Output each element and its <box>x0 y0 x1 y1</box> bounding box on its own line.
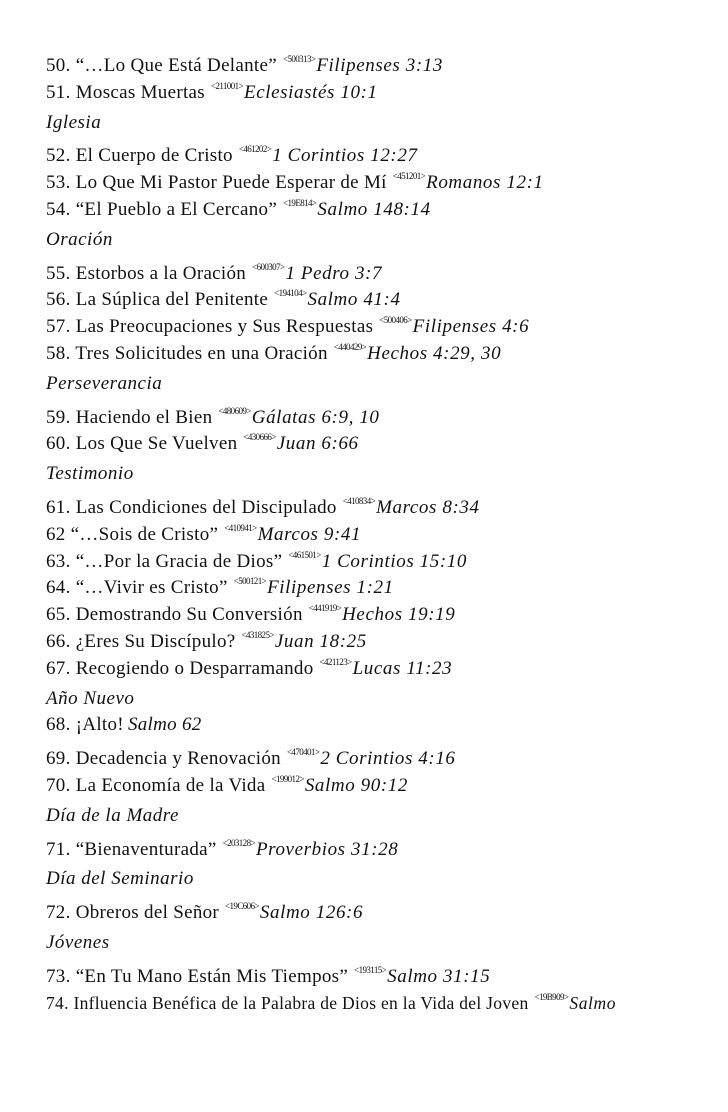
sermon-title: 52. El Cuerpo de Cristo <box>46 145 233 167</box>
sermon-entry <box>46 515 706 545</box>
scripture-code: <461202> <box>238 144 272 155</box>
sermon-entry <box>46 712 706 739</box>
section-heading: Día del Seminario <box>46 868 194 890</box>
document-page <box>46 46 706 1013</box>
section-heading: Año Nuevo <box>46 687 135 709</box>
sermon-index-list <box>46 46 706 1013</box>
scripture-reference: Filipenses 4:6 <box>412 316 530 338</box>
scripture-code: <441919> <box>308 603 342 614</box>
scripture-code: <193115> <box>354 964 387 975</box>
scripture-code: <194104> <box>274 288 307 299</box>
scripture-code: <500313> <box>282 54 316 64</box>
scripture-code: <410941> <box>224 522 257 533</box>
scripture-reference: Hechos 19:19 <box>342 604 456 626</box>
sermon-title: 73. “En Tu Mano Están Mis Tiempos” <box>46 965 349 987</box>
sermon-entry <box>46 649 706 679</box>
scripture-reference: Hechos 4:29, 30 <box>367 342 502 364</box>
scripture-code: <199012> <box>271 773 304 784</box>
sermon-entry <box>46 488 706 518</box>
scripture-reference: Filipenses 3:13 <box>316 55 444 76</box>
sermon-title: 60. Los Que Se Vuelven <box>46 433 238 455</box>
sermon-title: 65. Demostrando Su Conversión <box>46 604 303 626</box>
sermon-title: 68. ¡Alto! <box>46 714 124 736</box>
scripture-reference: Salmo <box>569 992 617 1013</box>
sermon-title: 57. Las Preocupaciones y Sus Respuestas <box>46 316 374 338</box>
scripture-reference: Juan 6:66 <box>276 433 359 455</box>
sermon-title: 61. Las Condiciones del Discipulado <box>46 496 337 518</box>
sermon-entry <box>46 830 706 860</box>
scripture-code: <430666> <box>243 432 276 443</box>
sermon-title: 63. “…Por la Gracia de Dios” <box>46 550 283 572</box>
sermon-entry <box>46 568 706 599</box>
sermon-entry <box>46 136 706 167</box>
sermon-title: 74. Influencia Benéfica de la Palabra de Dios en la Vida del Joven <box>46 992 529 1013</box>
scripture-code: <500406> <box>379 315 412 326</box>
sermon-entry <box>46 254 706 284</box>
sermon-title: 67. Recogiendo o Desparramando <box>46 657 314 679</box>
scripture-code: <451201> <box>392 171 426 182</box>
sermon-title: 56. La Súplica del Penitente <box>46 289 269 311</box>
sermon-entry <box>46 73 706 103</box>
scripture-code: <421123> <box>319 656 352 667</box>
sermon-title: 50. “…Lo Que Está Delante” <box>46 55 277 76</box>
scripture-code: <461501> <box>288 549 321 560</box>
sermon-entry <box>46 307 706 338</box>
sermon-entry <box>46 957 706 987</box>
sermon-title: 72. Obreros del Señor <box>46 902 220 924</box>
sermon-title: 54. “El Pueblo a El Cercano” <box>46 198 278 220</box>
scripture-reference: Filipenses 1:21 <box>267 577 394 599</box>
scripture-code: <203128> <box>222 837 255 848</box>
sermon-title: 64. “…Vivir es Cristo” <box>46 577 228 599</box>
sermon-entry <box>46 190 706 220</box>
section-heading: Oración <box>46 228 113 250</box>
sermon-entry <box>46 163 706 194</box>
sermon-title: 55. Estorbos a la Oración <box>46 262 247 284</box>
scripture-code: <211001> <box>210 80 243 91</box>
sermon-entry <box>46 739 706 770</box>
scripture-code: <410834> <box>342 495 376 506</box>
scripture-code: <431825> <box>241 629 274 640</box>
scripture-reference: Proverbios 31:28 <box>255 838 399 860</box>
sermon-title: 62 “…Sois de Cristo” <box>46 523 219 545</box>
scripture-reference: Juan 18:25 <box>274 630 367 652</box>
sermon-entry <box>46 334 706 364</box>
sermon-entry <box>46 893 706 924</box>
section-heading: Testimonio <box>46 463 134 485</box>
scripture-code: <19C606> <box>225 901 259 912</box>
scripture-code: <480609> <box>218 405 251 416</box>
scripture-reference: Marcos 9:41 <box>257 523 362 545</box>
sermon-entry <box>46 398 706 428</box>
scripture-reference: Romanos 12:1 <box>426 172 544 194</box>
section-heading: Día de la Madre <box>46 804 179 826</box>
sermon-title: 66. ¿Eres Su Discípulo? <box>46 630 236 652</box>
scripture-reference: Salmo 31:15 <box>387 965 491 987</box>
scripture-reference: Marcos 8:34 <box>376 496 480 518</box>
sermon-entry <box>46 595 706 626</box>
scripture-reference: Eclesiastés 10:1 <box>244 81 378 103</box>
scripture-code: <19B909> <box>534 991 569 1002</box>
scripture-reference: Salmo 126:6 <box>259 902 364 924</box>
sermon-title: 71. “Bienaventurada” <box>46 838 217 860</box>
sermon-entry <box>46 424 706 455</box>
sermon-entry <box>46 280 706 311</box>
section-heading: Iglesia <box>46 111 102 133</box>
section-heading: Perseverancia <box>46 372 163 394</box>
sermon-title: 51. Moscas Muertas <box>46 81 205 103</box>
scripture-reference: Salmo 62 <box>127 714 202 736</box>
scripture-code: <500121> <box>233 576 267 587</box>
scripture-reference: Lucas 11:23 <box>352 657 453 679</box>
scripture-reference: 1 Corintios 15:10 <box>321 550 468 572</box>
scripture-code: <19E814> <box>283 197 317 208</box>
scripture-code: <600307> <box>252 261 285 272</box>
scripture-reference: Salmo 148:14 <box>317 198 431 220</box>
sermon-title: 58. Tres Solicitudes en una Oración <box>46 342 328 364</box>
sermon-entry <box>46 766 706 796</box>
scripture-code: <440429> <box>333 341 367 352</box>
sermon-entry <box>46 984 706 1011</box>
sermon-title: 53. Lo Que Mi Pastor Puede Esperar de Mí <box>46 172 387 194</box>
scripture-reference: 2 Corintios 4:16 <box>320 748 456 770</box>
section-heading: Jóvenes <box>46 931 110 953</box>
scripture-reference: Salmo 90:12 <box>304 774 409 796</box>
scripture-reference: 1 Corintios 12:27 <box>272 145 418 167</box>
sermon-entry <box>46 622 706 652</box>
sermon-title: 70. La Economía de la Vida <box>46 774 266 796</box>
sermon-title: 59. Haciendo el Bien <box>46 406 213 428</box>
sermon-entry <box>46 542 706 572</box>
scripture-reference: Salmo 41:4 <box>307 289 401 311</box>
sermon-title: 69. Decadencia y Renovación <box>46 748 281 770</box>
scripture-code: <470401> <box>286 747 320 758</box>
scripture-reference: Gálatas 6:9, 10 <box>251 406 380 428</box>
scripture-reference: 1 Pedro 3:7 <box>285 262 383 284</box>
sermon-entry <box>46 46 706 76</box>
